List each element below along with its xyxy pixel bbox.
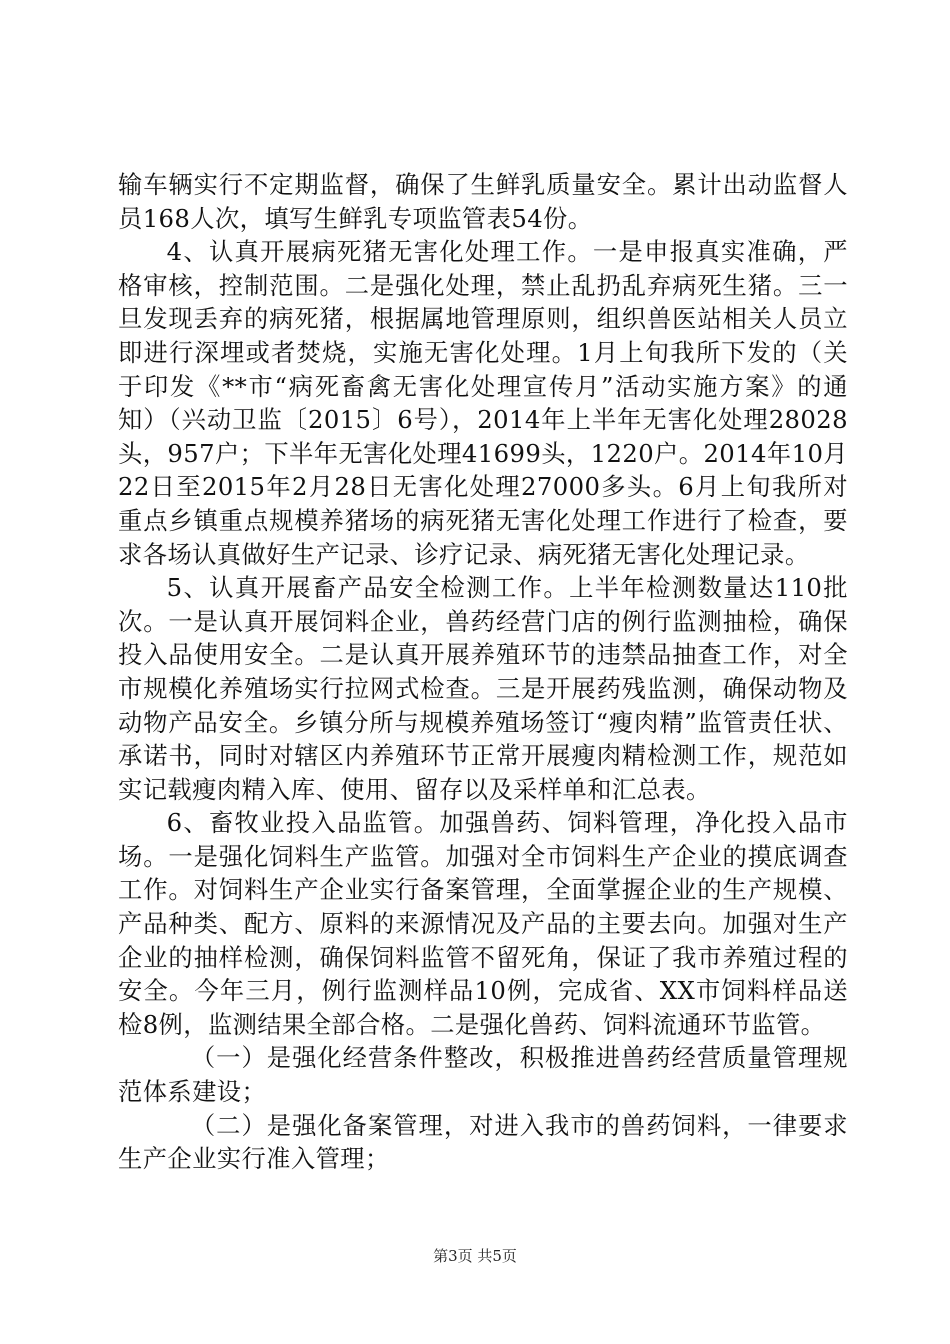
paragraph-subitem-2: （二）是强化备案管理，对进入我市的兽药饲料，一律要求生产企业实行准入管理； — [118, 1110, 848, 1174]
paragraph-item-5: 5、认真开展畜产品安全检测工作。上半年检测数量达110批次。一是认真开展饲料企业，兽药经营门店的例行监测抽检，确保投入品使用安全。二是认真开展养殖环节的违禁品抽查工作，对全市规模化养殖场实行拉网式检查。三是开展药残监测，确保动物及动物产品安全。乡镇分所与规模养殖场签订“瘦肉精”监管责任状、承诺书，同时对辖区内养殖环节正常开展瘦肉精检测工作，规范如实记载瘦肉精入库、使用、留存以及采样单和汇总表。 — [118, 573, 848, 804]
paragraph-item-4: 4、认真开展病死猪无害化处理工作。一是申报真实准确，严格审核，控制范围。二是强化处理，禁止乱扔乱弃病死生猪。三一旦发现丢弃的病死猪，根据属地管理原则，组织兽医站相关人员立即进行深埋或者焚烧，实施无害化处理。1月上旬我所下发的（关于印发《**市“病死畜禽无害化处理宣传月”活动实施方案》的通知）（兴动卫监〔2015〕6号），2014年上半年无害化处理28028头，957户；下半年无害化处理41699头，1220户。2014年10月22日至2015年2月28日无害化处理27000多头。6月上旬我所对重点乡镇重点规模养猪场的病死猪无害化处理工作进行了检查，要求各场认真做好生产记录、诊疗记录、病死猪无害化处理记录。 — [118, 237, 848, 569]
document-body — [118, 168, 848, 1176]
paragraph-continued: 输车辆实行不定期监督，确保了生鲜乳质量安全。累计出动监督人员168人次，填写生鲜乳专项监管表54份。 — [118, 170, 848, 233]
paragraph-subitem-1: （一）是强化经营条件整改，积极推进兽药经营质量管理规范体系建设； — [118, 1043, 848, 1107]
page-number-footer: 第3页 共5页 — [433, 1247, 517, 1265]
paragraph-item-6: 6、畜牧业投入品监管。加强兽药、饲料管理，净化投入品市场。一是强化饲料生产监管。加强对全市饲料生产企业的摸底调查工作。对饲料生产企业实行备案管理，全面掌握企业的生产规模、产品种类、配方、原料的来源情况及产品的主要去向。加强对生产企业的抽样检测，确保饲料监管不留死角，保证了我市养殖过程的安全。今年三月，例行监测样品10例，完成省、XX市饲料样品送检8例，监测结果全部合格。二是强化兽药、饲料流通环节监管。 — [118, 808, 848, 1039]
